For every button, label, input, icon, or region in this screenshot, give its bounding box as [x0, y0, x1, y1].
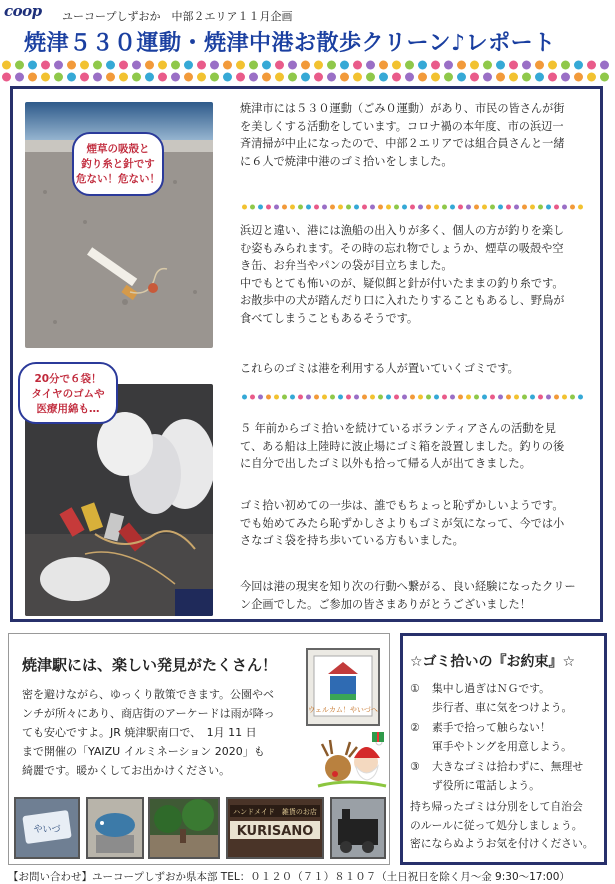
santa-reindeer-illustration: [316, 728, 388, 790]
decorative-dot: [362, 395, 367, 400]
welcome-sign-photo: [306, 648, 380, 726]
decorative-dot: [15, 73, 24, 82]
bubble-line: 釣り糸と針です: [81, 158, 155, 170]
decorative-dot: [470, 61, 479, 70]
decorative-dot: [457, 61, 466, 70]
decorative-dot: [600, 73, 609, 82]
shop-sign-caption: KURISANO: [236, 824, 314, 839]
decorative-dot: [522, 395, 527, 400]
decorative-dot: [496, 73, 505, 82]
decorative-dot: [327, 61, 336, 70]
text-line: 食べてしまうこともあるそうです。: [240, 311, 419, 325]
decorative-dot: [290, 395, 295, 400]
decorative-dot: [470, 73, 479, 82]
decorative-dot: [562, 205, 567, 210]
decorative-dot: [210, 61, 219, 70]
shop-sub-caption: ハンドメイド 雑貨のお店: [233, 808, 317, 816]
contact-footer: 【お問い合わせ】ユーコープしずおか県本部 TEL：０１２０（７１）８１０７（土日祝日を除く月～金 9:30～17:00）: [8, 871, 570, 883]
text-line: 歩行者、車に気をつけよう。: [432, 700, 573, 714]
decorative-dot: [258, 395, 263, 400]
decorative-dot: [346, 395, 351, 400]
decorative-dot: [119, 61, 128, 70]
text-line: き缶、お弁当やパンの袋が目立ちました。: [240, 259, 453, 272]
decorative-dot: [402, 395, 407, 400]
decorative-dot: [392, 61, 401, 70]
decorative-dot: [314, 205, 319, 210]
decorative-dot: [442, 395, 447, 400]
decorative-dot: [158, 61, 167, 70]
decorative-dot: [67, 73, 76, 82]
decorative-dot: [498, 395, 503, 400]
decorative-dot: [392, 73, 401, 82]
decorative-dot: [530, 395, 535, 400]
decorative-dot: [554, 395, 559, 400]
decorative-dot: [132, 61, 141, 70]
decorative-dot: [578, 395, 583, 400]
decorative-dot: [322, 395, 327, 400]
decorative-dot: [322, 205, 327, 210]
decorative-dot: [145, 61, 154, 70]
decorative-dot: [340, 73, 349, 82]
decorative-dot: [275, 61, 284, 70]
text-line: ン企画でした。ご参加の皆さまありがとうございました！: [240, 597, 531, 611]
article-paragraph-2: [240, 222, 585, 327]
decorative-dot: [353, 73, 362, 82]
decorative-dot: [535, 61, 544, 70]
rule-3: [410, 758, 420, 777]
decorative-dot: [530, 205, 535, 210]
decorative-dot: [410, 205, 415, 210]
decorative-dot: [466, 395, 471, 400]
decorative-dot: [426, 205, 431, 210]
bubble-line: 医療用綿も…: [36, 403, 100, 415]
bubble-line: 煙草の吸殻と: [86, 143, 150, 155]
text-line: 持ち帰ったゴミは分別をして自治会: [410, 800, 583, 813]
decorative-dot: [378, 395, 383, 400]
decorative-dot: [106, 73, 115, 82]
decorative-dot: [54, 73, 63, 82]
decorative-dot: [431, 61, 440, 70]
text-line: ても安心ですよ。JR 焼津駅南口で、 1月 11 日: [22, 726, 257, 739]
decorative-dot: [288, 61, 297, 70]
text-line: 密にならぬようお気を付けください。: [410, 837, 594, 850]
coop-logo: coop: [4, 2, 42, 20]
promise-heading: ☆ゴミ拾いの『お約束』☆: [410, 654, 576, 670]
text-line: 浜辺と違い、港には漁船の出入りが多く、個人の方が釣りを楽し: [240, 224, 565, 237]
decorative-dot: [338, 395, 343, 400]
decorative-dot: [184, 61, 193, 70]
decorative-dot: [474, 205, 479, 210]
decorative-dot: [210, 73, 219, 82]
dotted-divider: [240, 202, 585, 212]
text-line: に６人で焼津中港のゴミ拾いをしました。: [240, 154, 453, 168]
decorative-dot: [274, 395, 279, 400]
decorative-dot: [498, 205, 503, 210]
tuna-statue-thumbnail: [86, 797, 144, 859]
decorative-dot: [262, 73, 271, 82]
decorative-dot: [431, 73, 440, 82]
decorative-dot: [249, 73, 258, 82]
article-paragraph-5: [240, 497, 585, 550]
decorative-dot: [353, 61, 362, 70]
decorative-dot: [28, 73, 37, 82]
decorative-dot: [402, 205, 407, 210]
decorative-dot: [458, 205, 463, 210]
decorative-dot: [250, 395, 255, 400]
decorative-dot: [378, 205, 383, 210]
text-line: お散歩中の犬が踏んだり口に入れたりすることもあるし、野鳥が: [240, 294, 565, 307]
decorative-dot: [434, 395, 439, 400]
rule-3-text: [432, 758, 583, 795]
decorative-dot: [301, 73, 310, 82]
decorative-dot: [496, 61, 505, 70]
rule-2: [410, 719, 420, 738]
decorative-dot: [482, 205, 487, 210]
decorative-dot: [418, 61, 427, 70]
decorative-dot: [466, 205, 471, 210]
decorative-dot: [548, 61, 557, 70]
decorative-dot: [338, 205, 343, 210]
decorative-dot: [570, 395, 575, 400]
decorative-dot: [106, 61, 115, 70]
header-subtitle: ユーコープしずおか 中部２エリア１１月企画: [62, 10, 293, 23]
text-line: 斉清掃が中止になったので、中部２エリアでは組合員さんと一緒: [240, 137, 565, 150]
decorative-dot: [145, 73, 154, 82]
decorative-dot: [394, 205, 399, 210]
decorative-dot: [458, 395, 463, 400]
decorative-dot: [509, 73, 518, 82]
decorative-dot: [554, 205, 559, 210]
decorative-dot: [184, 73, 193, 82]
decorative-dot: [444, 61, 453, 70]
decorative-dot: [330, 395, 335, 400]
station-text: [22, 685, 292, 780]
decorative-dot: [282, 395, 287, 400]
text-line: 焼津市には５３０運動（ごみ０運動）があり、市民の皆さんが街: [240, 102, 565, 115]
decorative-dot: [506, 205, 511, 210]
decorative-dot: [434, 205, 439, 210]
decorative-dot: [236, 61, 245, 70]
decorative-dot: [275, 73, 284, 82]
decorative-dot: [298, 395, 303, 400]
text-line: 今回は港の現実を知り次の行動へ繋がる、良い経験になったクリー: [240, 580, 576, 593]
text-line: のルールに従って処分しましょう。: [410, 818, 583, 832]
decorative-dot: [506, 395, 511, 400]
decorative-dot: [587, 73, 596, 82]
decorative-dot: [386, 395, 391, 400]
park-thumbnail: [148, 797, 220, 859]
decorative-dot: [483, 73, 492, 82]
decorative-dot: [242, 395, 247, 400]
text-line: む姿もみられます。その時の忘れ物でしょうか、煙草の吸殻や空: [240, 241, 564, 255]
decorative-dot: [394, 395, 399, 400]
decorative-dot: [2, 61, 11, 70]
text-line: 綺麗です。暖かくしてお出かけください。: [22, 764, 231, 777]
decorative-dot: [80, 61, 89, 70]
dotted-divider-top-2: [0, 72, 615, 82]
decorative-dot: [490, 395, 495, 400]
bubble-line: タイヤのゴムや: [31, 388, 105, 400]
decorative-dot: [405, 61, 414, 70]
decorative-dot: [490, 205, 495, 210]
decorative-dot: [535, 73, 544, 82]
decorative-dot: [561, 73, 570, 82]
decorative-dot: [314, 395, 319, 400]
dotted-divider-top: [0, 60, 615, 70]
text-line: さなゴミ袋を持ち歩いている方もいました。: [240, 534, 464, 547]
decorative-dot: [314, 61, 323, 70]
decorative-dot: [426, 395, 431, 400]
decorative-dot: [93, 61, 102, 70]
text-line: まで開催の「YAIZU イルミネーション 2020」も: [22, 745, 265, 758]
decorative-dot: [546, 205, 551, 210]
decorative-dot: [306, 205, 311, 210]
rule-1: [410, 680, 420, 699]
decorative-dot: [67, 61, 76, 70]
decorative-dot: [250, 205, 255, 210]
decorative-dot: [354, 395, 359, 400]
decorative-dot: [379, 73, 388, 82]
plate-caption: やいづ: [33, 825, 61, 835]
train-thumbnail: [330, 797, 386, 859]
text-line: 密を避けながら、ゆっくり散策できます。公園やベ: [22, 688, 275, 701]
decorative-dot: [346, 205, 351, 210]
decorative-dot: [15, 61, 24, 70]
decorative-dot: [514, 205, 519, 210]
decorative-dot: [370, 395, 375, 400]
article-paragraph-1: [240, 100, 585, 170]
decorative-dot: [538, 205, 543, 210]
promise-closing: [410, 798, 594, 854]
decorative-dot: [522, 73, 531, 82]
decorative-dot: [600, 61, 609, 70]
decorative-dot: [274, 205, 279, 210]
decorative-dot: [158, 73, 167, 82]
decorative-dot: [570, 205, 575, 210]
decorative-dot: [366, 73, 375, 82]
decorative-dot: [80, 73, 89, 82]
decorative-dot: [548, 73, 557, 82]
decorative-dot: [457, 73, 466, 82]
sign-caption: ウェルカム！やいづへ: [308, 706, 378, 714]
shop-sign-thumbnail: [226, 797, 324, 859]
decorative-dot: [262, 61, 271, 70]
decorative-dot: [223, 61, 232, 70]
decorative-dot: [132, 73, 141, 82]
decorative-dot: [119, 73, 128, 82]
decorative-dot: [574, 61, 583, 70]
speech-bubble-bottom: [18, 362, 118, 424]
decorative-dot: [578, 205, 583, 210]
text-line: 中でもとても怖いのが、疑似餌と針が付いたままの釣り糸です。: [240, 276, 564, 290]
decorative-dot: [410, 395, 415, 400]
text-line: ンチが所々にあり、商店街のアーケードは雨が降っ: [22, 707, 275, 720]
decorative-dot: [314, 73, 323, 82]
decorative-dot: [249, 61, 258, 70]
decorative-dot: [171, 73, 180, 82]
decorative-dot: [474, 395, 479, 400]
decorative-dot: [522, 61, 531, 70]
decorative-dot: [366, 61, 375, 70]
decorative-dot: [2, 73, 11, 82]
page-title: 焼津５３０運動・焼津中港お散歩クリーン♪レポート: [24, 31, 556, 56]
rule-number: ③: [410, 760, 420, 773]
decorative-dot: [301, 61, 310, 70]
rule-1-text: [432, 680, 572, 717]
decorative-dot: [223, 73, 232, 82]
decorative-dot: [442, 205, 447, 210]
bubble-line: 危ない！危ない！: [76, 173, 160, 185]
decorative-dot: [340, 61, 349, 70]
article-paragraph-6: [240, 578, 585, 613]
decorative-dot: [450, 395, 455, 400]
decorative-dot: [418, 205, 423, 210]
decorative-dot: [197, 73, 206, 82]
decorative-dot: [282, 205, 287, 210]
decorative-dot: [509, 61, 518, 70]
decorative-dot: [327, 73, 336, 82]
decorative-dot: [418, 395, 423, 400]
decorative-dot: [354, 205, 359, 210]
text-line: 大きなゴミは拾わずに、無理せ: [432, 760, 584, 773]
nameplate-thumbnail: [14, 797, 80, 859]
text-line: を美しくする活動をしています。コロナ禍の本年度、市の浜辺一: [240, 119, 564, 133]
decorative-dot: [266, 395, 271, 400]
text-line: に自分で出したゴミ以外も拾って帰る人が出てきました。: [240, 457, 531, 470]
decorative-dot: [362, 205, 367, 210]
rule-number: ②: [410, 721, 420, 734]
dotted-divider: [240, 392, 585, 402]
decorative-dot: [514, 395, 519, 400]
decorative-dot: [41, 61, 50, 70]
decorative-dot: [538, 395, 543, 400]
decorative-dot: [522, 205, 527, 210]
text-line: ５ 年前からゴミ拾いを続けているボランティアさんの活動を見: [240, 422, 556, 435]
decorative-dot: [562, 395, 567, 400]
text-line: 軍手やトングを用意しよう。: [432, 739, 572, 753]
decorative-dot: [288, 73, 297, 82]
decorative-dot: [306, 395, 311, 400]
text-line: でも始めてみたら恥ずかしさよりもゴミが気になって、今では小: [240, 516, 565, 530]
text-line: て、ある船は上陸時に波止場にゴミ箱を設置しました。釣りの後: [240, 439, 565, 453]
decorative-dot: [41, 73, 50, 82]
bubble-line: 20分で６袋！: [34, 373, 102, 385]
article-paragraph-4: [240, 420, 585, 473]
station-heading: 焼津駅には、楽しい発見がたくさん！: [22, 656, 278, 674]
decorative-dot: [266, 205, 271, 210]
text-line: ゴミ拾い初めての一歩は、誰でもちょっと恥ずかしいようです。: [240, 499, 564, 512]
decorative-dot: [418, 73, 427, 82]
decorative-dot: [298, 205, 303, 210]
decorative-dot: [242, 205, 247, 210]
text-line: ず役所に電話しよう。: [432, 778, 540, 792]
decorative-dot: [330, 205, 335, 210]
decorative-dot: [379, 61, 388, 70]
speech-bubble-top: [72, 132, 164, 196]
decorative-dot: [483, 61, 492, 70]
rule-2-text: [432, 719, 572, 756]
article-paragraph-3: [240, 360, 585, 378]
decorative-dot: [444, 73, 453, 82]
text-line: 集中し過ぎはＮＧです。: [432, 682, 550, 695]
decorative-dot: [405, 73, 414, 82]
text-line: これらのゴミは港を利用する人が置いていくゴミです。: [240, 362, 519, 375]
decorative-dot: [546, 395, 551, 400]
decorative-dot: [574, 73, 583, 82]
decorative-dot: [171, 61, 180, 70]
decorative-dot: [197, 61, 206, 70]
decorative-dot: [258, 205, 263, 210]
decorative-dot: [561, 61, 570, 70]
decorative-dot: [236, 73, 245, 82]
text-line: 素手で拾って触らない！: [432, 721, 551, 734]
decorative-dot: [450, 205, 455, 210]
decorative-dot: [370, 205, 375, 210]
decorative-dot: [587, 61, 596, 70]
rule-number: ①: [410, 682, 420, 695]
decorative-dot: [28, 61, 37, 70]
decorative-dot: [93, 73, 102, 82]
decorative-dot: [54, 61, 63, 70]
decorative-dot: [386, 205, 391, 210]
decorative-dot: [290, 205, 295, 210]
decorative-dot: [482, 395, 487, 400]
